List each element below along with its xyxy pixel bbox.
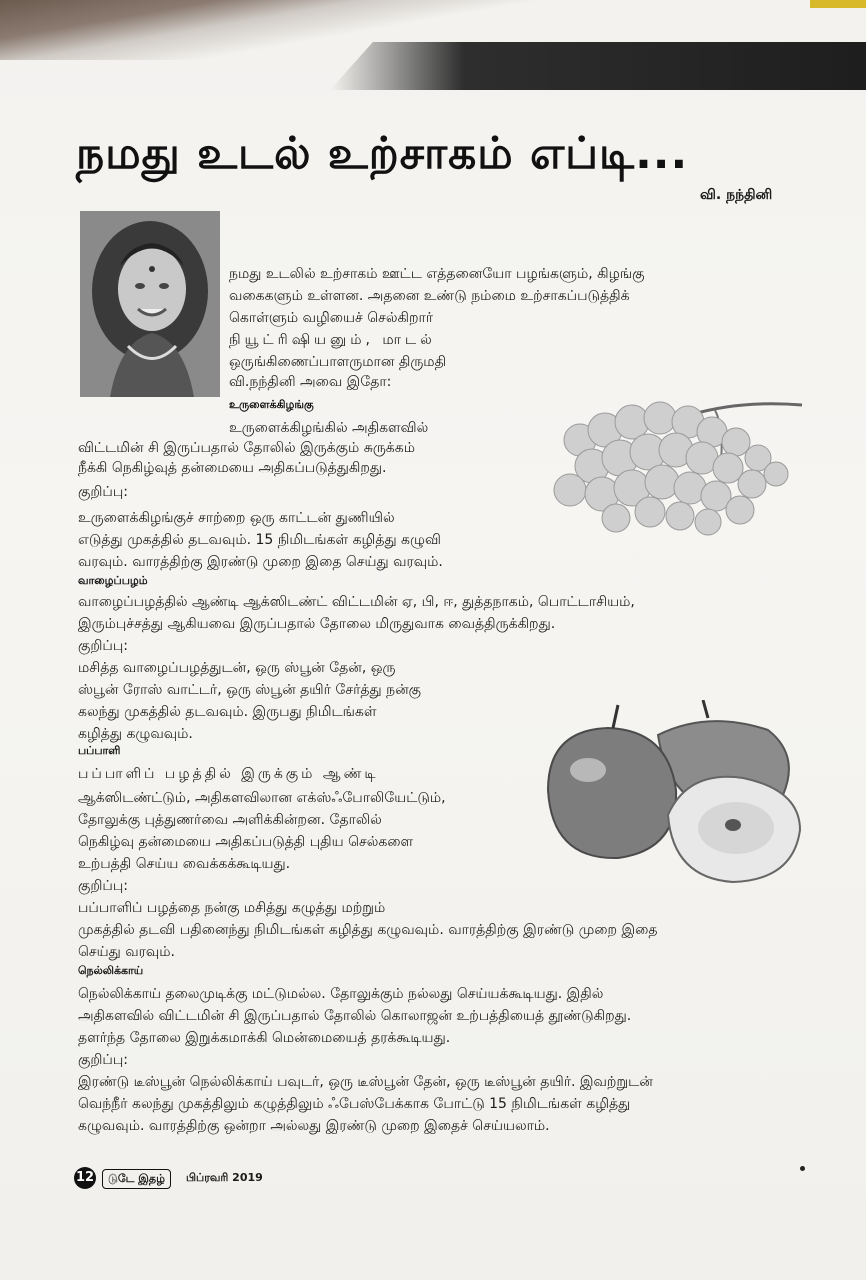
intro-line: கொள்ளும் வழியைச் செல்கிறார் [229,310,434,326]
body-line: உற்பத்தி செய்ய வைக்கக்கூடியது. [78,856,291,872]
note-line: எடுத்து முகத்தில் தடவவும். 15 நிமிடங்கள் கழித்து கழுவி [78,532,441,548]
page-number: 12 [74,1167,96,1189]
note-label: குறிப்பு: [78,484,128,500]
body-line: நெல்லிக்காய் தலைமுடிக்கு மட்டுமல்ல. தோலுக்கும் நல்லது செய்யக்கூடியது. இதில் [78,986,604,1002]
section-heading-gooseberry: நெல்லிக்காய் [78,964,144,977]
intro-line: வி.நந்தினி அவை இதோ: [229,374,392,390]
section-heading-papaya: பப்பாளி [78,744,121,757]
note-line: ஸ்பூன் ரோஸ் வாட்டர், ஒரு ஸ்பூன் தயிர் சேர்த்து நன்கு [78,682,422,698]
body-line: விட்டமின் சி இருப்பதால் தோலில் இருக்கும் சுருக்கம் [78,440,415,456]
end-mark [800,1166,805,1171]
apples-image [538,700,808,890]
section-heading-potato: உருளைக்கிழங்கு [229,398,314,411]
body-line: பப்பாளிப் பழத்தில் இருக்கும் ஆண்டி [78,766,379,782]
note-line: கலந்து முகத்தில் தடவவும். இருபது நிமிடங்கள் [78,704,377,720]
note-label: குறிப்பு: [78,1052,128,1068]
note-line: செய்து வரவும். [78,944,175,960]
body-line: வாழைப்பழத்தில் ஆண்டி ஆக்ஸிடண்ட் விட்டமின் ஏ, பி, ஈ, துத்தநாகம், பொட்டாசியம், [78,594,635,610]
note-line: கழுவவும். வாரத்திற்கு ஒன்றா அல்லது இரண்டு முறை இதைச் செய்யலாம். [78,1118,550,1134]
body-line: அதிகளவில் விட்டமின் சி இருப்பதால் தோலில் கொலாஜன் உற்பத்தியைத் தூண்டுகிறது. [78,1008,632,1024]
body-line: இரும்புச்சத்து ஆகியவை இருப்பதால் தோலை மிருதுவாக வைத்திருக்கிறது. [78,616,556,632]
note-label: குறிப்பு: [78,638,128,654]
note-line: வரவும். வாரத்திற்கு இரண்டு முறை இதை செய்து வரவும். [78,554,443,570]
intro-line: நியூட்ரிஷியனும், மாடல் [229,332,436,348]
issue-date: பிப்ரவரி 2019 [186,1171,263,1184]
note-line: முகத்தில் தடவி பதினைந்து நிமிடங்கள் கழித்து கழுவவும். வாரத்திற்கு இரண்டு முறை இதை [78,922,658,938]
note-line: உருளைக்கிழங்குச் சாற்றை ஒரு காட்டன் துணியில் [78,510,395,526]
body-line: நீக்கி நெகிழ்வுத் தன்மையை அதிகப்படுத்துகிறது. [78,460,387,476]
author-photo [80,211,220,397]
magazine-name: டுடே இதழ் [102,1169,171,1189]
grapes-image [540,360,810,540]
note-line: இரண்டு டீஸ்பூன் நெல்லிக்காய் பவுடர், ஒரு டீஸ்பூன் தேன், ஒரு டீஸ்பூன் தயிர். இவற்றுடன் [78,1074,653,1090]
body-line: தளர்ந்த தோலை இறுக்கமாக்கி மென்மையைத் தரக்கூடியது. [78,1030,451,1046]
body-line: நெகிழ்வு தன்மையை அதிகப்படுத்தி புதிய செல்களை [78,834,414,850]
intro-line: ஒருங்கிணைப்பாளருமான திருமதி [229,354,447,370]
note-line: கழித்து கழுவவும். [78,726,193,742]
header-band [330,42,866,90]
section-heading-banana: வாழைப்பழம் [78,574,148,587]
note-label: குறிப்பு: [78,878,128,894]
page-footer [74,1167,334,1191]
note-line: மசித்த வாழைப்பழத்துடன், ஒரு ஸ்பூன் தேன், ஒரு [78,660,396,676]
note-line: வெந்நீர் கலந்து முகத்திலும் கழுத்திலும் ஃபேஸ்பேக்காக போட்டு 15 நிமிடங்கள் கழித்து [78,1096,631,1112]
article-author: வி. நந்தினி [700,187,773,203]
intro-line: வகைகளும் உள்ளன. அதனை உண்டு நம்மை உற்சாகப்படுத்திக் [229,288,630,304]
intro-line: நமது உடலில் உற்சாகம் ஊட்ட எத்தனையோ பழங்களும், கிழங்கு [229,266,645,282]
body-line: உருளைக்கிழங்கில் அதிகளவில் [229,420,429,436]
body-line: ஆக்ஸிடண்ட்டும், அதிகளவிலான எக்ஸ்ஃபோலியேட்டும், [78,790,446,806]
article-title: நமது உடல் உற்சாகம் எப்டி... [76,128,689,179]
note-line: பப்பாளிப் பழத்தை நன்கு மசித்து கழுத்து மற்றும் [78,900,386,916]
body-line: தோலுக்கு புத்துணர்வை அளிக்கின்றன. தோலில் [78,812,382,828]
page-edge-tab [810,0,866,8]
